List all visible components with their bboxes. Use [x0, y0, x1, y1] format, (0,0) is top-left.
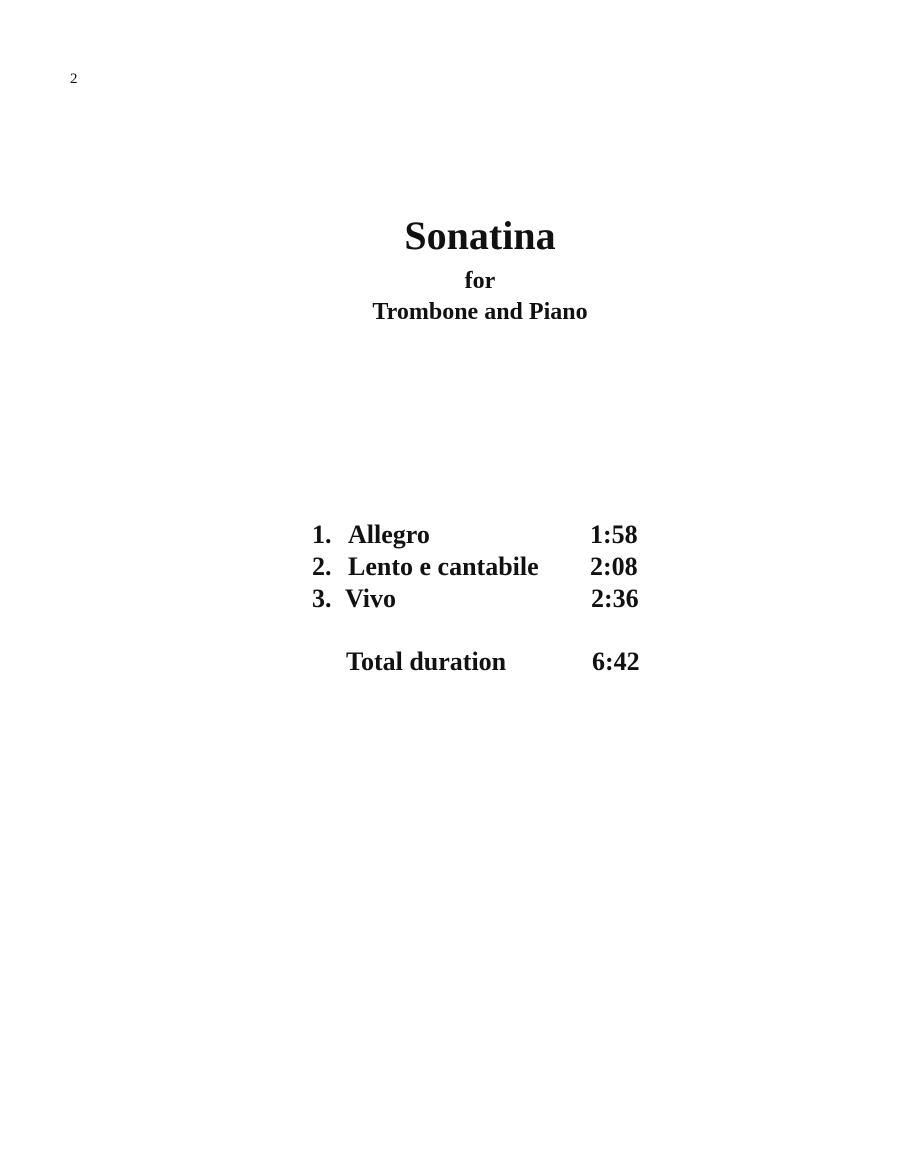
movement-duration: 2:08 [590, 552, 638, 581]
movement-duration: 2:36 [591, 584, 639, 613]
page-title: Sonatina [404, 213, 556, 258]
movement-duration: 1:58 [590, 520, 638, 549]
movement-name: Allegro [348, 520, 430, 549]
movement-name: Vivo [345, 584, 397, 613]
subtitle-for: for [464, 268, 496, 294]
movement-number: 3. [312, 584, 332, 613]
subtitle-instruments: Trombone and Piano [372, 299, 588, 325]
page-number: 2 [70, 71, 78, 87]
movement-number: 2. [312, 552, 332, 581]
movement-number: 1. [312, 520, 332, 549]
total-duration-label: Total duration [346, 647, 507, 676]
movement-name: Lento e cantabile [348, 552, 539, 581]
total-duration-value: 6:42 [592, 647, 640, 676]
